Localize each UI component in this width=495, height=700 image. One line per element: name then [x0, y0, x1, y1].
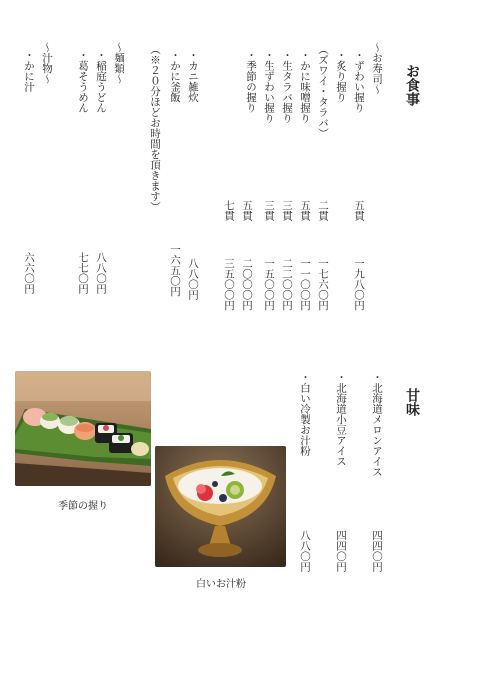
- menu-item-name: ・かに味噌握り: [299, 50, 311, 124]
- menu-item-name: ・稲庭うどん: [95, 50, 107, 113]
- menu-item-qty: 三貫: [281, 200, 293, 221]
- kama-qty: 七貫: [223, 200, 235, 221]
- menu-item-qty: 五貫: [353, 200, 365, 221]
- menu-item-name: ・ずわい握り: [353, 50, 365, 113]
- menu-item-name: （ズワイ・タラバ）: [317, 44, 329, 139]
- menu-item-name: ・炙り握り: [335, 50, 347, 103]
- soup-header: 〜汁物〜: [41, 42, 53, 84]
- menu-item-qty: 五貫: [241, 200, 253, 221]
- sushi-caption: 季節の握り: [58, 501, 108, 512]
- shiruko-caption: 白いお汁粉: [196, 579, 246, 590]
- menu-item-price: 一五〇〇円: [263, 258, 275, 311]
- menu-item-name: ・葛そうめん: [77, 50, 89, 113]
- menu-item-price: 二二〇〇円: [281, 258, 293, 311]
- menu-item-price: 七七〇円: [77, 252, 89, 294]
- noodle-header: 〜麺類〜: [113, 42, 125, 84]
- menu-item-name: ・季節の握り: [245, 50, 257, 113]
- menu-item-name: ・北海道メロンアイス: [371, 372, 383, 477]
- menu-item-qty: 三貫: [263, 200, 275, 221]
- menu-item-name: ・生ずわい握り: [263, 50, 275, 124]
- menu-item-name: ・かに汁: [23, 50, 35, 92]
- shiruko-photo-image: [155, 446, 286, 567]
- dessert-title: 甘味: [404, 388, 420, 416]
- shiruko-photo: [155, 446, 286, 567]
- menu-item-price: 八八〇円: [187, 258, 199, 300]
- kama-price: 三五〇〇円: [223, 258, 235, 311]
- menu-item-price: 一七六〇円: [317, 258, 329, 311]
- menu-item-price: 二〇〇〇円: [241, 258, 253, 311]
- menu-item-name: ・かに釜飯: [169, 50, 181, 103]
- menu-item-price: 一一〇〇円: [299, 258, 311, 311]
- menu-item-price: 八八〇円: [299, 530, 311, 572]
- menu-item-name: ・北海道小豆アイス: [335, 372, 347, 467]
- meal-title: お食事: [404, 64, 420, 106]
- menu-item-price: 一九八〇円: [353, 258, 365, 311]
- menu-item-name: ・白い冷製お汁粉: [299, 372, 311, 456]
- time-note: （※２０分ほどお時間を頂きます）: [149, 44, 161, 212]
- menu-item-price: 四四〇円: [335, 530, 347, 572]
- menu-item-price: 一六五〇円: [169, 244, 181, 297]
- menu-item-name: ・生タラバ握り: [281, 50, 293, 124]
- sushi-header: 〜お寿司〜: [371, 42, 383, 95]
- menu-item-qty: 二貫: [317, 200, 329, 221]
- sushi-photo: [15, 371, 151, 486]
- sushi-photo-image: [15, 371, 151, 486]
- menu-item-price: 六六〇円: [23, 252, 35, 294]
- menu-item-price: 四四〇円: [371, 530, 383, 572]
- menu-item-name: ・カニ雑炊: [187, 50, 199, 103]
- menu-item-qty: 五貫: [299, 200, 311, 221]
- menu-item-price: 八八〇円: [95, 252, 107, 294]
